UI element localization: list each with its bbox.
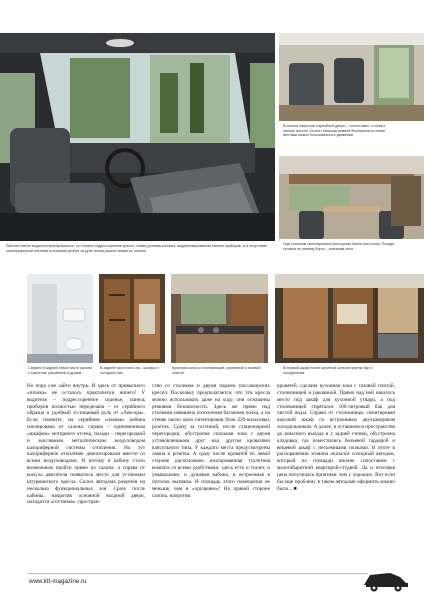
magazine-logo-icon (360, 565, 412, 593)
cab-caption: Рабочее место водителя преобразилось: тут теперь подрессоренное кресло, новая рулевая колонка, модернизированная панель приборов. А в отсутствие каллориферной системы отопления пройти за руль теперь можно прямо из салона (6, 244, 268, 253)
footer-url[interactable]: www.ktt-magazine.ru (29, 578, 87, 585)
rear-caption: В задней части сало-на – шкафы и холодиль-ник (100, 366, 159, 375)
cabinet-caption: В первый шкаф после кухонной зоны встроены бар и холодильник (283, 366, 373, 375)
article-column-1: Но пора уже зайти внутрь. И здесь от привычного «пазика» не осталось практически ничего! У водителя – подрессоренное сиденье, панель приборов полностью переделана – от серийного образца и удобный 4-спицевый руль от «Лексора». Если помните, на серийном «пазике» кабина изолирована от салона: справа – одноименным «шкафом» моторного отсека, позади – перегородкой и массивным металлическим воздуховодом калориферной системы отопления. Но тут калориферное отопление демонтировали вместе со всеми воздуховодами. И потому в кабину стало возможным пройти прямо из салона, а справа от кожуха двигателя появилось место для установки штурманского кресла. Салон автодома разделён на несколько функциональных зон. Сразу после кабины, напротив основной входной двери, находится «гостиная»: простран- (27, 383, 145, 506)
shelf-caption: Над столиком смонтирована просторная багаж-ная полка. Позади столика по левому борту – спальная зона (283, 242, 394, 251)
door-caption: В салоне напротив служебной двери – «столо-вая»: столик и четыре кресла. За счёт наличия ремней безопасности этими местами можно пользоваться в движении (283, 124, 386, 138)
shelf-photo (279, 156, 424, 239)
footer-divider (28, 573, 368, 574)
rear-photo (99, 274, 165, 363)
bathroom-photo (27, 274, 93, 363)
kitchen-caption: Кухонная зона со столешницей, раковиной и газовой плитой (172, 366, 261, 375)
cab-photo (0, 33, 275, 241)
bathroom-caption: Санузел в задней левой части салона с туалетом, раковиной и душем (28, 366, 92, 375)
door-photo (279, 33, 424, 121)
article-column-2: ство со столиком и двумя парами пассажирских кресел. Поскольку предполагается, что эти кресла можно использовать даже на ходу, они оснащены ремнями безопасности. Здесь же прямо над столиком навешена потолочная багажная полка, а на стенке около окна смонтирован блок 220-вольтовых розеток. Сразу за гостиной, после стационарной перегородки, обустроена спальная зона с двумя установленными друг над другом кроватями капсульного типа. У каждого места предусмотрены лампа и розетка. А сразу после кроватей по левой стороне расположена изолированная туалетная комната со всеми удобствами: здесь есть и туалет, и умывальник, и душевая кабина, и встроенная в потолок вытяжка. И площадь этого помещения не меньше, чем в «хрущевке»! На правой стороне салона, напротив (152, 383, 270, 499)
cabinet-photo (275, 274, 424, 363)
kitchen-photo (171, 274, 268, 363)
article-column-3: кроватей, сделана кухонная зона с газовой плитой, столешницей и раковиной. Прямо над ней нашлось место под шкаф для кухонной утвари, а под столешницей спрятался 100-литровый бак для чистой воды. Справа от столешницы смонтирован высокий шкаф со встроенным двухкамерным холодильником. А далее, в оставшемся пространстве до запасного выхода и у задней стенки, обустроена кладовка, где поместились бельевой гардероб и вещевой шкаф с несъемными полками. В итоге в распоряжении хозяина оказался солидный автодом, который по площади вполне сопоставим с малогабаритной квартирой-студией. Да и итоговая цена получилась приятная: чем у хороших. Вот если бы еще проблему в таком автодоме оформить можно было... ■ (277, 383, 395, 492)
